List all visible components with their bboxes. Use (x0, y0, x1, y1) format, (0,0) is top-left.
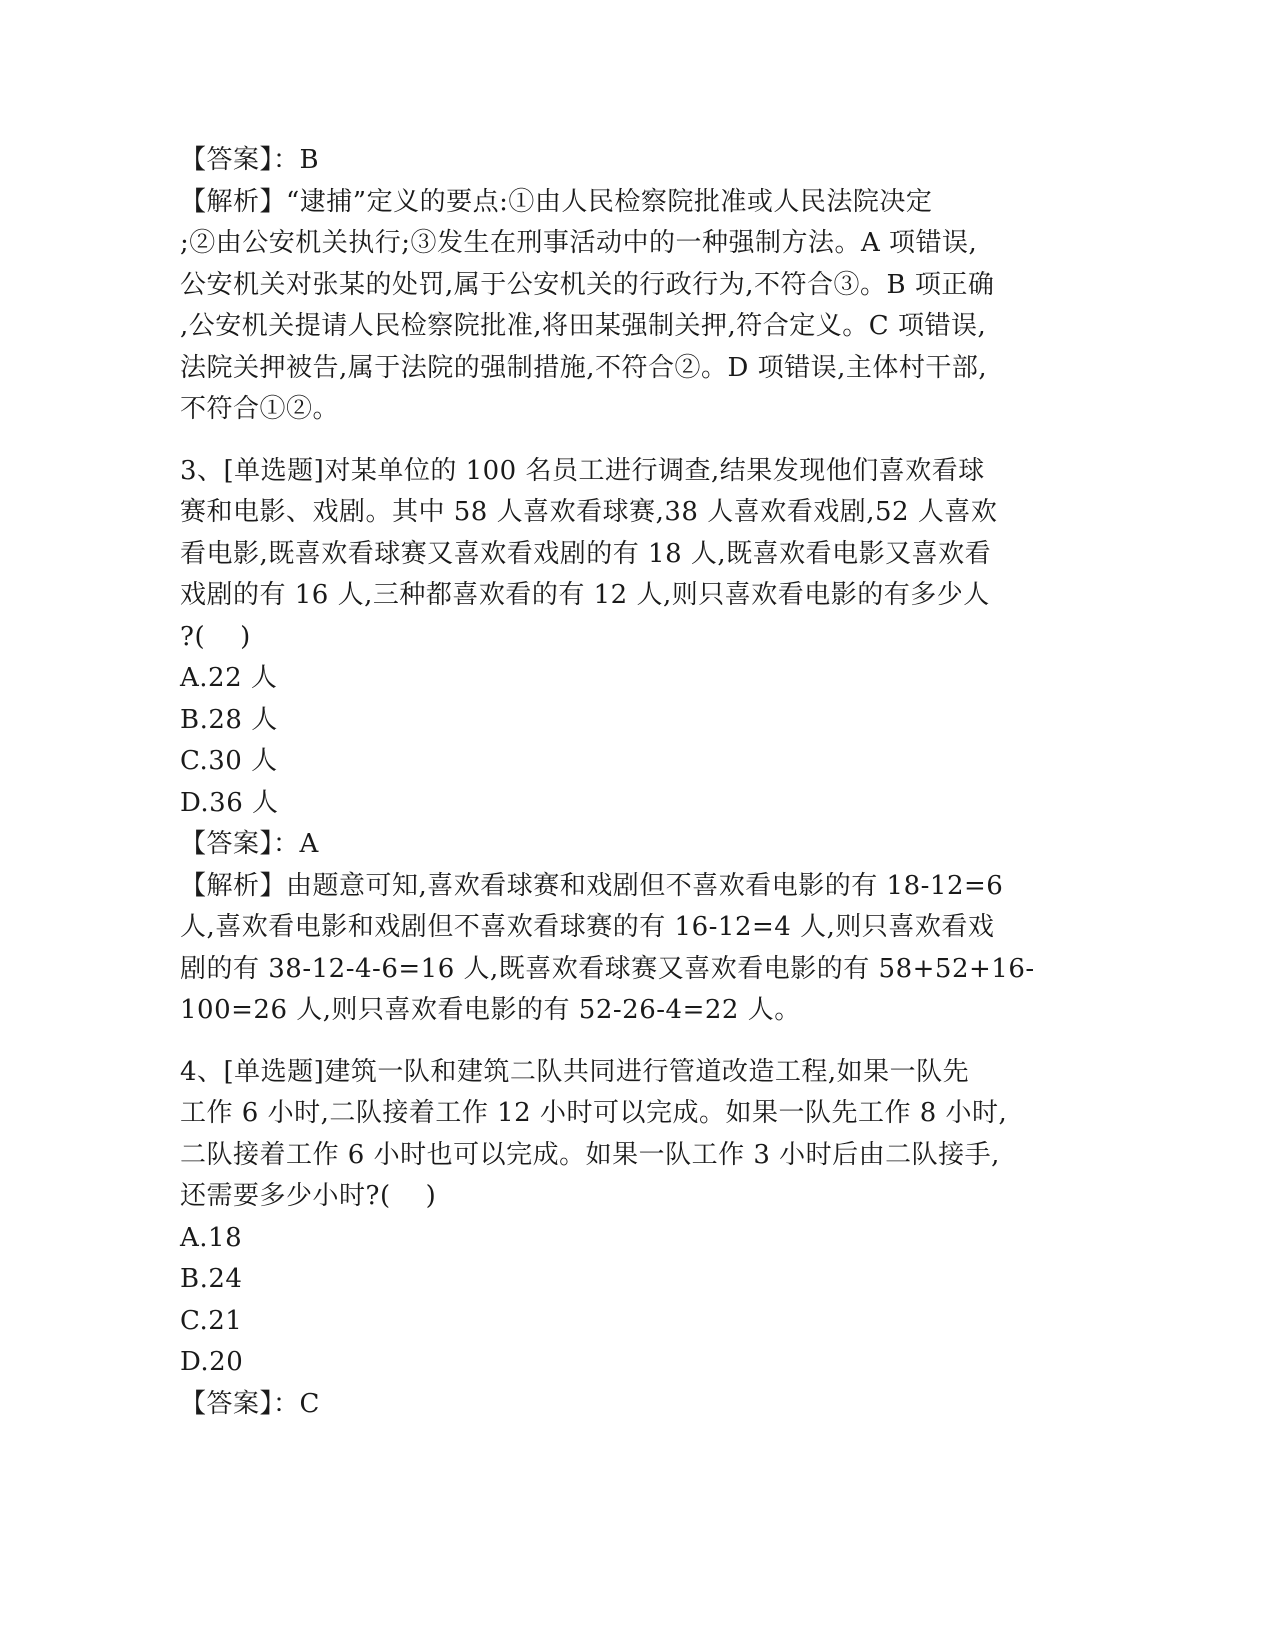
q3-option-a: A.22 人 (180, 663, 278, 693)
q2-analysis-line: 公安机关对张某的处罚,属于公安机关的行政行为,不符合③。B 项正确 (180, 269, 995, 300)
q2-analysis-line: 【解析】“逮捕”定义的要点:①由人民检察院批准或人民法院决定 (180, 186, 933, 217)
q3-analysis-line: 人,喜欢看电影和戏剧但不喜欢看球赛的有 16-12=4 人,则只喜欢看戏 (180, 912, 995, 942)
q2-block (180, 140, 1085, 431)
q4-option-b: B.24 (180, 1264, 243, 1294)
q2-analysis-line: ;②由公安机关执行;③发生在刑事活动中的一种强制方法。A 项错误, (180, 228, 978, 258)
q3-analysis-line: 100=26 人,则只喜欢看电影的有 52-26-4=22 人。 (180, 995, 801, 1025)
q2-analysis-line: 法院关押被告,属于法院的强制措施,不符合②。D 项错误,主体村干部, (180, 352, 988, 383)
q4-question-line: 工作 6 小时,二队接着工作 12 小时可以完成。如果一队先工作 8 小时, (180, 1098, 1008, 1128)
q3-question-line: 看电影,既喜欢看球赛又喜欢看戏剧的有 18 人,既喜欢看电影又喜欢看 (180, 538, 992, 569)
q4-question-line: 4、[单选题]建筑一队和建筑二队共同进行管道改造工程,如果一队先 (180, 1056, 970, 1087)
q2-analysis-line: ,公安机关提请人民检察院批准,将田某强制关押,符合定义。C 项错误, (180, 311, 987, 341)
q3-option-b: B.28 人 (180, 704, 278, 735)
q3-question-line: ?( ) (180, 621, 251, 652)
q3-option-c: C.30 人 (180, 746, 278, 776)
q3-analysis-line: 剧的有 38-12-4-6=16 人,既喜欢看球赛又喜欢看电影的有 58+52+16- (180, 953, 1035, 984)
document-page (180, 140, 1085, 1425)
q4-option-d: D.20 (180, 1347, 244, 1377)
q4-option-a: A.18 (180, 1222, 243, 1253)
q2-analysis-line: 不符合①②。 (180, 394, 340, 424)
spacer (180, 431, 1085, 451)
q3-option-d: D.36 人 (180, 787, 279, 818)
q3-question-line: 戏剧的有 16 人,三种都喜欢看的有 12 人,则只喜欢看电影的有多少人 (180, 580, 990, 610)
q4-option-c: C.21 (180, 1305, 243, 1336)
q4-answer: 【答案】：C (180, 1388, 320, 1419)
q3-block (180, 451, 1085, 1032)
q4-question-line: 二队接着工作 6 小时也可以完成。如果一队工作 3 小时后由二队接手, (180, 1139, 1000, 1170)
q4-question-line: 还需要多少小时?( ) (180, 1181, 437, 1211)
q3-analysis-line: 【解析】由题意可知,喜欢看球赛和戏剧但不喜欢看电影的有 18-12=6 (180, 870, 1004, 901)
q2-answer: 【答案】：B (180, 145, 320, 175)
q3-question-line: 赛和电影、戏剧。其中 58 人喜欢看球赛,38 人喜欢看戏剧,52 人喜欢 (180, 497, 998, 527)
q4-block (180, 1052, 1085, 1426)
q3-answer: 【答案】：A (180, 829, 319, 859)
spacer (180, 1032, 1085, 1052)
q3-question-line: 3、[单选题]对某单位的 100 名员工进行调查,结果发现他们喜欢看球 (180, 455, 985, 486)
